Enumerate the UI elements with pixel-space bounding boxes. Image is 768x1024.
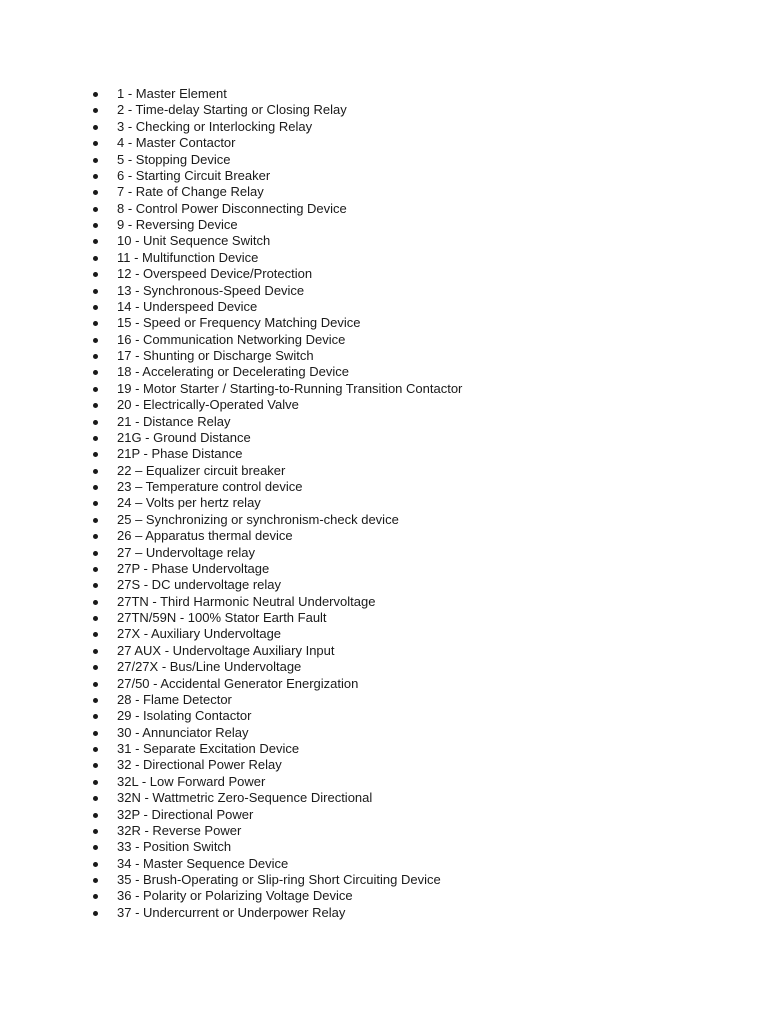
bullet-icon xyxy=(93,600,98,605)
bullet-icon xyxy=(93,387,98,392)
bullet-icon xyxy=(93,370,98,375)
bullet-icon xyxy=(93,845,98,850)
bullet-icon xyxy=(93,698,98,703)
list-item-text: 18 - Accelerating or Decelerating Device xyxy=(117,364,349,380)
list-item-text: 34 - Master Sequence Device xyxy=(117,855,289,871)
bullet-icon xyxy=(93,174,98,179)
bullet-icon xyxy=(93,289,98,294)
list-item-text: 27X - Auxiliary Undervoltage xyxy=(117,626,282,642)
bullet-icon xyxy=(93,338,98,343)
list-item-text: 25 – Synchronizing or synchronism-check device xyxy=(117,511,399,527)
list-item-text: 4 - Master Contactor xyxy=(117,135,236,151)
bullet-icon xyxy=(93,731,98,736)
list-item-text: 37 - Undercurrent or Underpower Relay xyxy=(117,904,346,920)
list-item-text: 19 - Motor Starter / Starting-to-Running Transition Contactor xyxy=(117,380,463,396)
list-item-text: 16 - Communication Networking Device xyxy=(117,331,346,347)
bullet-icon xyxy=(93,485,98,490)
bullet-icon xyxy=(93,862,98,867)
list-item-text: 20 - Electrically-Operated Valve xyxy=(117,397,299,413)
list-item-text: 8 - Control Power Disconnecting Device xyxy=(117,200,347,216)
list-item-text: 3 - Checking or Interlocking Relay xyxy=(117,118,313,134)
list-item-text: 11 - Multifunction Device xyxy=(117,249,259,265)
list-item-text: 31 - Separate Excitation Device xyxy=(117,741,300,756)
list-item-text: 2 - Time-delay Starting or Closing Relay xyxy=(117,102,347,118)
bullet-icon xyxy=(93,436,98,441)
bullet-icon xyxy=(93,223,98,228)
bullet-icon xyxy=(93,501,98,506)
bullet-icon xyxy=(93,518,98,523)
list-item-text: 1 - Master Element xyxy=(117,86,227,101)
list-item-text: 27/50 - Accidental Generator Energization xyxy=(117,675,359,691)
list-item-text: 32N - Wattmetric Zero-Sequence Directional xyxy=(117,790,373,806)
bullet-icon xyxy=(93,616,98,621)
list-item-text: 5 - Stopping Device xyxy=(117,151,231,167)
list-item-text: 35 - Brush-Operating or Slip-ring Short Circuiting Device xyxy=(117,872,441,887)
list-item-text: 32L - Low Forward Power xyxy=(117,773,266,789)
list-item-text: 27P - Phase Undervoltage xyxy=(117,560,270,576)
bullet-icon xyxy=(93,92,98,97)
list-item-text: 32R - Reverse Power xyxy=(117,822,242,838)
list-item-text: 32P - Directional Power xyxy=(117,806,254,822)
list-item-text: 13 - Synchronous-Speed Device xyxy=(117,282,305,298)
bullet-icon xyxy=(93,665,98,670)
bullet-icon xyxy=(93,190,98,195)
bullet-icon xyxy=(93,551,98,556)
list-item-text: 10 - Unit Sequence Switch xyxy=(117,233,271,249)
bullet-icon xyxy=(93,567,98,572)
bullet-icon xyxy=(93,583,98,588)
list-item-text: 9 - Reversing Device xyxy=(117,217,238,232)
list-item-text: 23 – Temperature control device xyxy=(117,479,303,494)
list-item-text: 22 – Equalizer circuit breaker xyxy=(117,462,286,478)
list-item-text: 29 - Isolating Contactor xyxy=(117,708,252,724)
list-item-text: 28 - Flame Detector xyxy=(117,691,232,707)
list-item-text: 36 - Polarity or Polarizing Voltage Device xyxy=(117,888,353,904)
list-item-text: 12 - Overspeed Device/Protection xyxy=(117,266,313,282)
bullet-icon xyxy=(93,911,98,916)
bullet-icon xyxy=(93,239,98,244)
list-item-text: 33 - Position Switch xyxy=(117,839,232,855)
bullet-icon xyxy=(93,894,98,899)
list-item-text: 6 - Starting Circuit Breaker xyxy=(117,167,271,183)
bullet-icon xyxy=(93,272,98,277)
list-item-text: 24 – Volts per hertz relay xyxy=(117,495,261,511)
bullet-icon xyxy=(93,141,98,146)
bullet-icon xyxy=(93,632,98,637)
list-item-text: 27TN/59N - 100% Stator Earth Fault xyxy=(117,610,327,625)
bullet-icon xyxy=(93,763,98,768)
bullet-icon xyxy=(93,714,98,719)
bullet-icon xyxy=(93,829,98,834)
bullet-icon xyxy=(93,125,98,130)
list-item-text: 14 - Underspeed Device xyxy=(117,298,258,314)
bullet-icon xyxy=(93,158,98,163)
list-item-text: 27 – Undervoltage relay xyxy=(117,544,256,560)
list-item-text: 21P - Phase Distance xyxy=(117,446,243,462)
bullet-icon xyxy=(93,256,98,261)
list-item-text: 27/27X - Bus/Line Undervoltage xyxy=(117,659,302,675)
bullet-icon xyxy=(93,420,98,425)
bullet-icon xyxy=(93,534,98,539)
bullet-icon xyxy=(93,403,98,408)
list-item-text: 27 AUX - Undervoltage Auxiliary Input xyxy=(117,642,335,658)
list-item-text: 27TN - Third Harmonic Neutral Undervoltage xyxy=(117,593,376,609)
bullet-icon xyxy=(93,354,98,359)
list-item-text: 32 - Directional Power Relay xyxy=(117,757,282,773)
bullet-icon xyxy=(93,305,98,310)
bullet-icon xyxy=(93,452,98,457)
bullet-icon xyxy=(93,682,98,687)
bullet-icon xyxy=(93,321,98,326)
bullet-icon xyxy=(93,207,98,212)
list-item-text: 21 - Distance Relay xyxy=(117,413,231,429)
bullet-icon xyxy=(93,649,98,654)
bullet-icon xyxy=(93,813,98,818)
bullet-icon xyxy=(93,747,98,752)
list-item-text: 26 – Apparatus thermal device xyxy=(117,528,293,544)
bullet-icon xyxy=(93,108,98,113)
list-item-text: 30 - Annunciator Relay xyxy=(117,724,249,740)
list-item-text: 15 - Speed or Frequency Matching Device xyxy=(117,315,361,331)
bullet-icon xyxy=(93,796,98,801)
list-item-text: 27S - DC undervoltage relay xyxy=(117,577,282,593)
bullet-icon xyxy=(93,878,98,883)
bullet-icon xyxy=(93,469,98,474)
list-item-text: 7 - Rate of Change Relay xyxy=(117,184,264,200)
bullet-icon xyxy=(93,780,98,785)
list-item-text: 17 - Shunting or Discharge Switch xyxy=(117,348,314,363)
list-item-text: 21G - Ground Distance xyxy=(117,429,251,445)
